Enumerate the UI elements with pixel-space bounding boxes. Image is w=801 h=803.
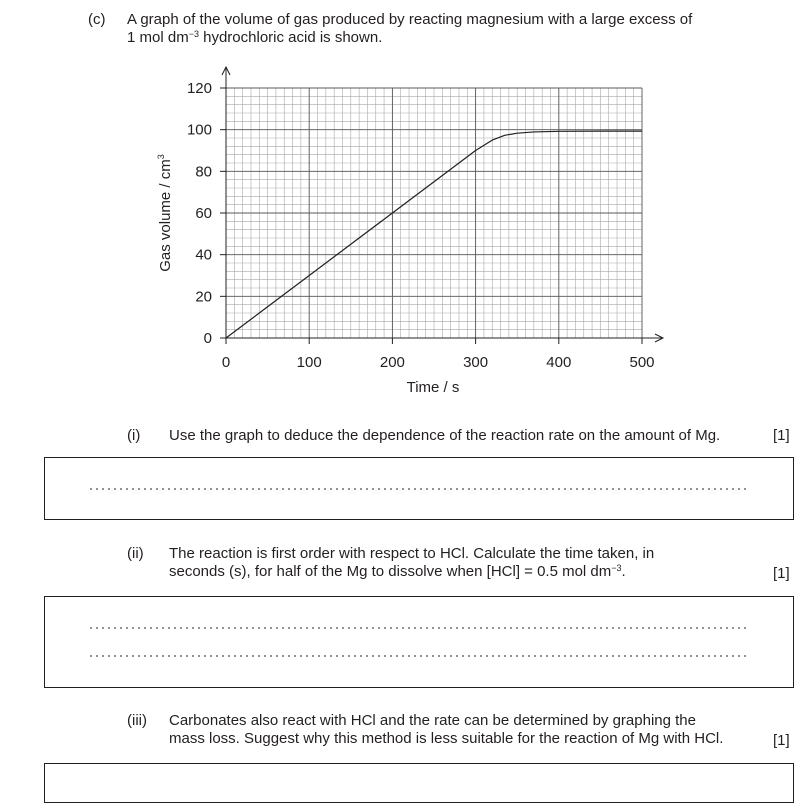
y-tick-label: 120: [186, 80, 212, 97]
y-tick-label: 80: [195, 163, 212, 181]
x-tick-label: 0: [221, 354, 231, 371]
y-tick-labels: [187, 80, 212, 347]
y-tick-label: 60: [195, 205, 212, 222]
part-i-text: Use the graph to deduce the dependence of the reaction rate on the amount of Mg.: [169, 427, 721, 444]
y-tick-label: 100: [186, 121, 212, 139]
part-iii-line-1: Carbonates also react with HCl and the rate can be determined by graphing the: [169, 712, 696, 729]
question-part-label: (c): [88, 11, 106, 28]
part-ii-mark: [1]: [773, 565, 790, 582]
tick-marks: [220, 88, 642, 344]
part-iii-answer-box[interactable]: [44, 763, 794, 803]
answer-line: [88, 488, 750, 490]
part-iii-line-2: mass loss. Suggest why this method is less suitable for the reaction of Mg with HCl.: [169, 730, 724, 747]
x-tick-label: 400: [546, 354, 572, 371]
answer-line: [88, 627, 750, 629]
part-ii-text: [169, 545, 654, 581]
y-tick-label: 40: [195, 246, 212, 264]
part-iii-number: (iii): [127, 712, 147, 729]
y-tick-label: 20: [195, 288, 212, 306]
part-ii-number: (ii): [127, 545, 144, 562]
part-ii-line-2: seconds (s), for half of the Mg to dissolve when [HCl] = 0.5 mol $dm^{-3}$.: [169, 563, 626, 580]
x-tick-labels: [222, 354, 655, 371]
y-tick-label: 0: [203, 330, 212, 347]
x-tick-label: 300: [463, 354, 489, 371]
part-ii-line-1: The reaction is first order with respect to HCl. Calculate the time taken, in: [169, 545, 655, 562]
part-i-mark: [1]: [773, 427, 790, 444]
answer-line: [88, 655, 750, 657]
y-axis-label: Gas volume / $cm^3$: [156, 154, 174, 272]
x-tick-label: 500: [629, 354, 655, 371]
x-tick-label: 200: [379, 354, 405, 371]
part-ii-answer-box[interactable]: [44, 596, 794, 688]
part-i-number: (i): [127, 427, 141, 444]
x-tick-label: 100: [296, 354, 322, 371]
intro-line-1: A graph of the volume of gas produced by reacting magnesium with a large excess of: [127, 11, 693, 28]
part-iii-text: [169, 712, 723, 748]
intro-line-2: 1 mol $dm^{-3}$ hydrochloric acid is shown.: [127, 29, 383, 46]
part-iii-mark: [1]: [773, 732, 790, 749]
x-axis-label: Time / s: [406, 379, 460, 396]
axes: [220, 67, 663, 344]
